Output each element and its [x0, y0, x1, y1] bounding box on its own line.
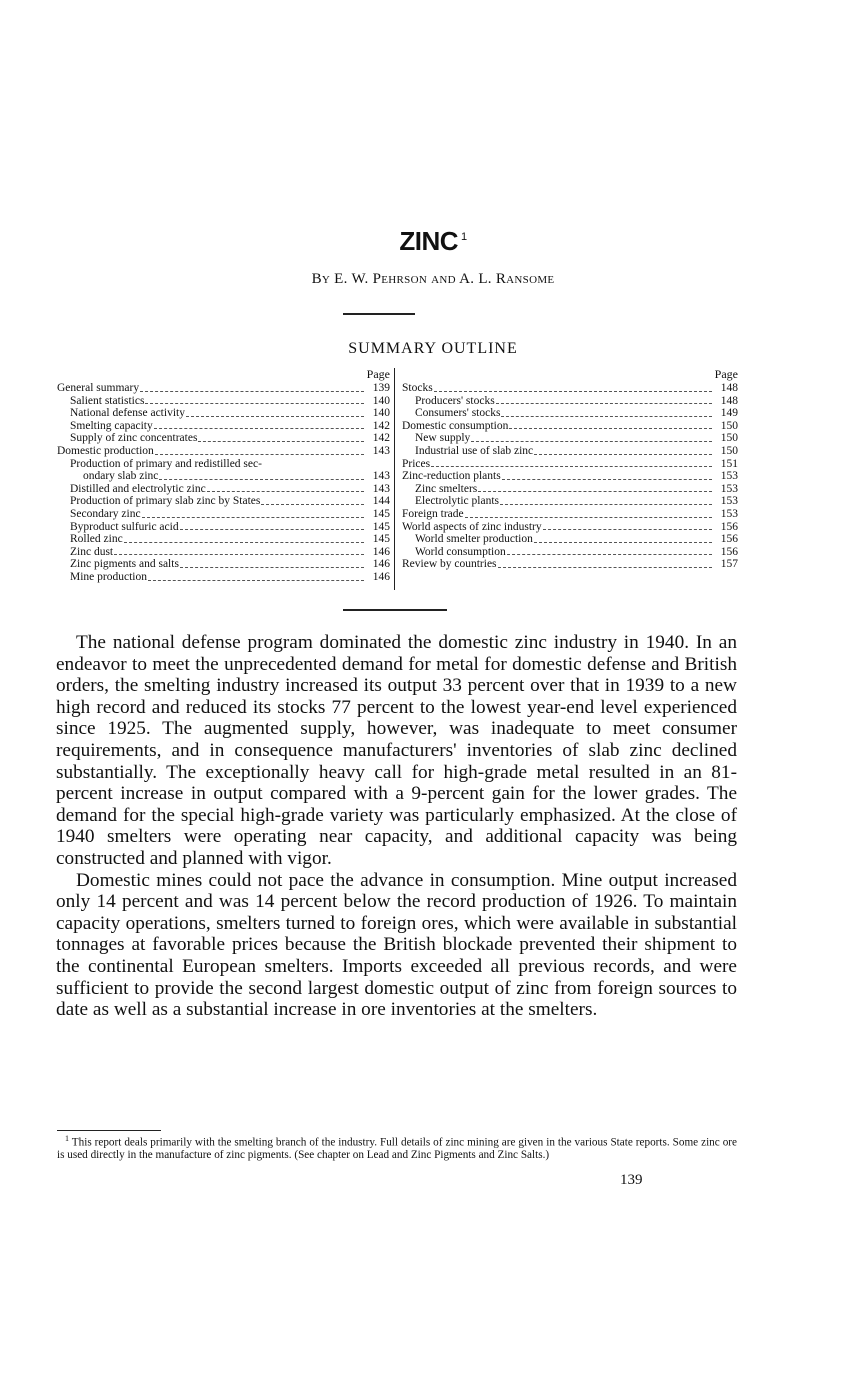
toc-right-column — [402, 368, 738, 571]
toc-entry — [57, 546, 390, 559]
toc-entry — [402, 521, 738, 534]
toc-leader-dots — [114, 554, 364, 555]
toc-entry-page: 145 — [372, 533, 390, 546]
toc-entry-page: 140 — [372, 407, 390, 420]
toc-entry — [402, 407, 738, 420]
toc-leader-dots — [534, 454, 712, 455]
toc-entry-label: Electrolytic plants — [415, 495, 499, 508]
page-title — [0, 226, 866, 257]
toc-leader-dots — [502, 479, 712, 480]
toc-leader-dots — [478, 491, 712, 492]
toc-entry-page: 145 — [372, 520, 390, 533]
toc-entry-label: Consumers' stocks — [415, 407, 501, 420]
toc-leader-dots — [148, 580, 364, 581]
toc-entry-label: Domestic consumption — [402, 419, 509, 432]
toc-leader-dots — [431, 466, 712, 467]
toc-entry — [402, 495, 738, 508]
toc-leader-dots — [496, 403, 712, 404]
toc-entry-label: Smelting capacity — [70, 419, 153, 432]
toc-entry — [402, 432, 738, 445]
toc-entry-label: Foreign trade — [402, 507, 464, 520]
toc-entry-label: Zinc pigments and salts — [70, 558, 179, 571]
toc-entry — [402, 395, 738, 408]
toc-entry-page: 145 — [372, 507, 390, 520]
toc-leader-dots — [124, 542, 364, 543]
toc-leader-dots — [471, 441, 712, 442]
toc-leader-dots — [142, 517, 364, 518]
toc-page-header: Page — [366, 367, 390, 381]
toc-entry-page: 153 — [720, 470, 738, 483]
toc-leader-dots — [159, 479, 364, 480]
toc-entry-page: 146 — [372, 545, 390, 558]
toc-leader-dots — [509, 428, 712, 429]
toc-entry — [57, 382, 390, 395]
toc-entry-label: Review by countries — [402, 558, 497, 571]
toc-entry-label: Supply of zinc concentrates — [70, 432, 198, 445]
toc-entry — [57, 495, 390, 508]
toc-entry-page: 148 — [720, 394, 738, 407]
toc-entry — [57, 533, 390, 546]
toc-entry-label: Prices — [402, 457, 431, 470]
toc-right-list — [402, 382, 738, 571]
toc-entry-page: 149 — [720, 407, 738, 420]
toc-entry-page: 143 — [372, 470, 390, 483]
toc-entry — [57, 458, 390, 471]
toc-entry-page: 156 — [720, 520, 738, 533]
title-text: ZINC — [399, 226, 459, 256]
toc-entry-label: New supply — [415, 432, 471, 445]
toc-leader-dots — [498, 567, 712, 568]
toc-entry — [402, 483, 738, 496]
toc-entry-label: Production of primary slab zinc by States — [70, 495, 261, 508]
toc-entry — [57, 420, 390, 433]
toc-leader-dots — [534, 542, 712, 543]
toc-entry-page: 140 — [372, 394, 390, 407]
toc-entry — [402, 420, 738, 433]
toc-entry — [402, 470, 738, 483]
toc-entry-label: National defense activity — [70, 407, 185, 420]
toc-entry-page: 153 — [720, 482, 738, 495]
toc-entry-label: World consumption — [415, 545, 506, 558]
toc-entry — [57, 521, 390, 534]
toc-entry — [57, 445, 390, 458]
toc-entry-page: 142 — [372, 432, 390, 445]
toc-leader-dots — [501, 416, 712, 417]
toc-entry — [402, 508, 738, 521]
footnote-text: This report deals primarily with the smelting branch of the industry. Full details of zinc mining are given in the various State reports. Some zinc ore is used directly in the manufacture of zinc pigments. (See chapter on Lead and Zinc Pigments and Zinc Salts.) — [57, 1136, 737, 1162]
footnote — [57, 1133, 737, 1162]
toc-entry-label: Domestic production — [57, 444, 154, 457]
toc-leader-dots — [261, 504, 364, 505]
toc-entry — [57, 571, 390, 584]
toc-entry — [402, 533, 738, 546]
toc-entry-label: World smelter production — [415, 533, 533, 546]
toc-entry-label: General summary — [57, 382, 140, 394]
toc-leader-dots — [180, 567, 364, 568]
toc-leader-dots — [140, 391, 364, 392]
toc-left-list — [57, 382, 390, 584]
toc-entry-page: 153 — [720, 495, 738, 508]
toc-entry-label: Distilled and electrolytic zinc — [70, 482, 206, 495]
toc-entry-page: 150 — [720, 444, 738, 457]
toc-leader-dots — [180, 529, 364, 530]
toc-entry-label: Mine production — [70, 570, 147, 583]
toc-entry-label: Stocks — [402, 382, 433, 394]
toc-entry-page: 150 — [720, 419, 738, 432]
toc-leader-dots — [434, 391, 712, 392]
toc-entry-label: Industrial use of slab zinc — [415, 444, 534, 457]
page-number: 139 — [620, 1172, 643, 1188]
outline-heading: SUMMARY OUTLINE — [348, 340, 518, 357]
toc-entry-label: Zinc-reduction plants — [402, 470, 501, 483]
toc-entry — [57, 470, 390, 483]
toc-entry-page: 151 — [720, 457, 738, 470]
paragraph: Domestic mines could not pace the advance in consumption. Mine output increased only 14 percent and was 14 percent below the record production of 1926. To maintain capacity operations, smelters turned to foreign ores, which were available in substantial tonnages at favorable prices because the British blockade prevented their shipment to the continental European smelters. Imports exceeded all previous records, and were sufficient to provide the second largest domestic output of zinc from foreign sources to date as well as a substantial increase in ore inventories at the smelters. — [56, 869, 737, 1021]
toc-entry-page: 139 — [372, 382, 390, 394]
toc-entry-page: 156 — [720, 533, 738, 546]
toc-left-column — [57, 368, 390, 584]
toc-entry — [57, 558, 390, 571]
toc-leader-dots — [155, 454, 364, 455]
toc-entry-page: 143 — [372, 444, 390, 457]
toc-leader-dots — [465, 517, 712, 518]
toc-entry-page: 150 — [720, 432, 738, 445]
toc-entry — [402, 382, 738, 395]
toc-entry — [402, 558, 738, 571]
footnote-mark: 1 — [65, 1134, 69, 1143]
toc-entry-page: 142 — [372, 419, 390, 432]
toc-entry-page: 148 — [720, 382, 738, 394]
toc-leader-dots — [154, 428, 364, 429]
toc-entry-label: ondary slab zinc — [83, 470, 159, 483]
toc-entry-label: Byproduct sulfuric acid — [70, 520, 179, 533]
title-footnote-mark: 1 — [461, 231, 467, 244]
toc-entry-page: 156 — [720, 545, 738, 558]
toc-leader-dots — [543, 529, 712, 530]
toc-entry-label: World aspects of zinc industry — [402, 520, 542, 533]
toc-entry — [57, 432, 390, 445]
outline-divider — [343, 609, 447, 611]
toc-leader-dots — [186, 416, 364, 417]
toc-entry-label: Zinc smelters — [415, 482, 478, 495]
toc-entry — [57, 483, 390, 496]
toc-entry — [57, 508, 390, 521]
toc-entry-label: Salient statistics — [70, 394, 145, 407]
toc-entry-page: 153 — [720, 507, 738, 520]
toc-page-header: Page — [714, 367, 738, 381]
toc-entry-label: Zinc dust — [70, 545, 114, 558]
toc-column-divider — [394, 368, 395, 590]
toc-entry — [402, 546, 738, 559]
toc-entry — [402, 445, 738, 458]
toc-leader-dots — [145, 403, 364, 404]
footnote-divider — [57, 1130, 161, 1131]
title-divider — [343, 313, 415, 315]
body-text — [56, 632, 737, 1021]
toc-entry — [57, 407, 390, 420]
toc-leader-dots — [507, 554, 712, 555]
toc-entry-page: 144 — [372, 495, 390, 508]
author-byline: By E. W. Pehrson and A. L. Ransome — [311, 271, 555, 287]
toc-entry-label: Rolled zinc — [70, 533, 123, 546]
toc-leader-dots — [207, 491, 364, 492]
toc-entry-page: 143 — [372, 482, 390, 495]
toc-entry-page: 146 — [372, 558, 390, 571]
toc-entry-label: Production of primary and redistilled sec- — [70, 457, 262, 470]
toc-leader-dots — [198, 441, 364, 442]
toc-entry — [57, 395, 390, 408]
toc-entry — [402, 458, 738, 471]
toc-entry-page: 146 — [372, 570, 390, 583]
toc-entry-label: Producers' stocks — [415, 394, 495, 407]
toc-entry-label: Secondary zinc — [70, 507, 141, 520]
toc-entry-page: 157 — [720, 558, 738, 571]
toc-leader-dots — [500, 504, 712, 505]
paragraph: The national defense program dominated the domestic zinc industry in 1940. In an endeavor to meet the unprecedented demand for metal for domestic defense and British orders, the smelting industry increased its output 33 percent over that in 1939 to a new high record and reduced its stocks 77 percent to the lowest year-end level experienced since 1925. The augmented supply, however, was inadequate to meet consumer requirements, and in consequence manufacturers' inventories of slab zinc declined substantially. The exceptionally heavy call for high-grade metal resulted in an 81-percent increase in output compared with a 9-percent gain for the lower grades. The demand for the special high-grade variety was particularly emphasized. At the close of 1940 smelters were operating near capacity, and additional capacity was being constructed and planned with vigor. — [56, 632, 737, 869]
